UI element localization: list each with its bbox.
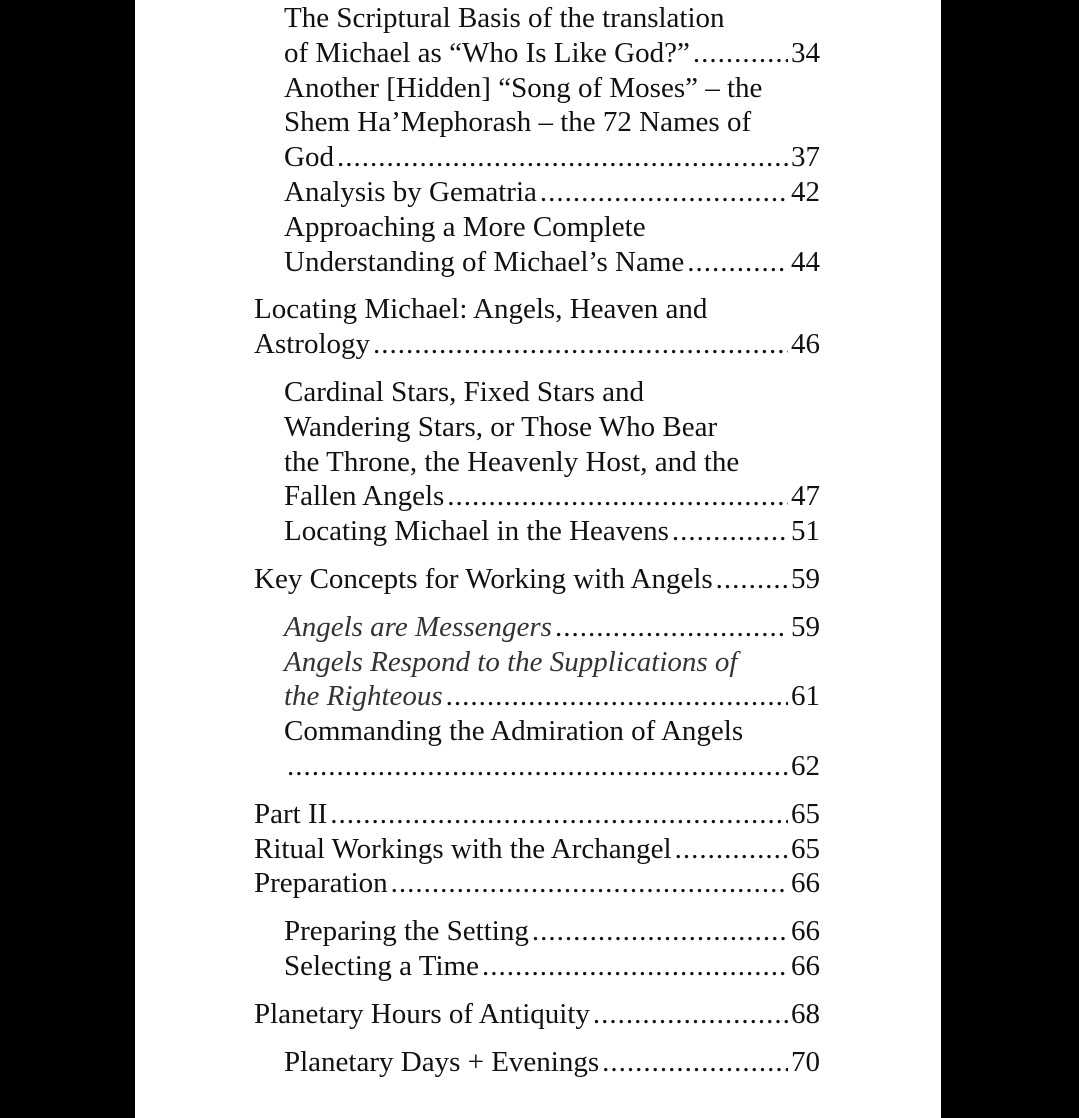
toc-entry: [284, 914, 820, 949]
toc-entry-title: of Michael as “Who Is Like God?”: [284, 36, 690, 69]
dot-leader: [391, 866, 788, 901]
page-number: 70: [791, 1045, 820, 1078]
toc-entry-title: Approaching a More Complete: [284, 210, 646, 243]
toc-entry-title: Locating Michael in the Heavens: [284, 515, 669, 548]
dot-leader: [593, 997, 788, 1032]
toc-entry-title: the Throne, the Heavenly Host, and the: [284, 445, 740, 478]
toc-entry-title: Angels are Messengers: [284, 610, 552, 643]
toc-entry-title: Ritual Workings with the Archangel: [254, 832, 672, 865]
toc-entry-title: Preparing the Setting: [284, 915, 529, 948]
page-number: 59: [791, 610, 820, 643]
toc-entry-line: [284, 375, 820, 410]
page-number: 62: [791, 750, 820, 782]
dot-leader: [693, 36, 788, 71]
toc-entry: [284, 175, 820, 210]
page-number: 47: [791, 480, 820, 513]
toc-entry-line: [254, 292, 820, 327]
toc-entry: [284, 36, 820, 71]
toc-entry: [284, 749, 820, 784]
dot-leader: [373, 327, 788, 362]
toc-entry: [284, 610, 820, 645]
toc-entry-title: Fallen Angels: [284, 480, 445, 513]
dot-leader: [482, 949, 788, 984]
toc-entry-line: [284, 410, 820, 445]
toc-entry-line: [284, 714, 820, 749]
dot-leader: [337, 140, 788, 175]
toc-entry-title: the Righteous: [284, 680, 443, 713]
dot-leader: [446, 679, 788, 714]
page-number: 68: [791, 997, 820, 1030]
toc-entry: [284, 140, 820, 175]
toc-entry-line: [284, 71, 820, 106]
toc-entry-title: Analysis by Gematria: [284, 176, 537, 208]
toc-entry: [254, 997, 820, 1032]
dot-leader: [675, 832, 788, 867]
dot-leader: [716, 562, 788, 597]
dot-leader: [330, 797, 788, 832]
dot-leader: [447, 479, 788, 514]
page-number: 51: [791, 515, 820, 548]
toc-entry: [284, 245, 820, 280]
dot-leader: [672, 514, 788, 549]
toc-entry-line: [284, 645, 820, 680]
toc-entry-title: Angels Respond to the Supplications of: [284, 645, 738, 678]
toc-entry-title: Cardinal Stars, Fixed Stars and: [284, 376, 645, 408]
dot-leader: [540, 175, 788, 210]
toc-entry-line: [284, 1, 820, 36]
page-number: 59: [791, 563, 820, 595]
toc-entry: [284, 679, 820, 714]
toc-entry-title: Planetary Hours of Antiquity: [254, 997, 590, 1030]
toc-entry: [284, 514, 820, 549]
page-number: 65: [791, 797, 820, 830]
page-number: 66: [791, 867, 820, 900]
toc-entry-title: Part II: [254, 797, 328, 830]
toc-entry-title: Shem Ha’Mephorash – the 72 Names of: [284, 106, 752, 139]
page-number: 44: [791, 245, 820, 278]
toc-entry-title: God: [284, 141, 334, 174]
page-number: 34: [791, 36, 820, 69]
toc-entry-title: Locating Michael: Angels, Heaven and: [254, 293, 708, 326]
toc-entry: [284, 1045, 820, 1080]
toc-entry-title: Key Concepts for Working with Angels: [254, 563, 713, 595]
dot-leader: [287, 749, 788, 784]
dot-leader: [602, 1045, 788, 1080]
toc-entry: [254, 327, 820, 362]
toc-entry-title: Preparation: [254, 867, 388, 900]
page-number: 65: [791, 832, 820, 865]
dot-leader: [555, 610, 788, 645]
dot-leader: [687, 245, 788, 280]
toc-entry-title: Astrology: [254, 328, 370, 361]
toc-entry: [284, 479, 820, 514]
toc-entry-title: Understanding of Michael’s Name: [284, 245, 685, 278]
toc-entry: [284, 949, 820, 984]
page-number: 37: [791, 141, 820, 174]
toc-entry: [254, 832, 820, 867]
toc-entry-title: Wandering Stars, or Those Who Bear: [284, 410, 718, 443]
page-number: 46: [791, 328, 820, 361]
dot-leader: [532, 914, 788, 949]
page-number: 61: [791, 680, 820, 713]
page-number: 66: [791, 950, 820, 982]
toc-entry-line: [284, 105, 820, 140]
toc-entry-title: Planetary Days + Evenings: [284, 1045, 600, 1078]
toc-entry: [254, 797, 820, 832]
toc-entry-title: Another [Hidden] “Song of Moses” – the: [284, 71, 763, 104]
toc-entry-title: Selecting a Time: [284, 950, 479, 982]
toc-entry-line: [284, 210, 820, 245]
toc-entry-title: The Scriptural Basis of the translation: [284, 2, 725, 34]
page-number: 42: [791, 176, 820, 208]
toc-entry-title: Commanding the Admiration of Angels: [284, 715, 744, 748]
toc-entry-line: [284, 445, 820, 480]
toc-entry: [254, 866, 820, 901]
page-number: 66: [791, 915, 820, 948]
document-page: [135, 0, 941, 1118]
toc-entry: [254, 562, 820, 597]
